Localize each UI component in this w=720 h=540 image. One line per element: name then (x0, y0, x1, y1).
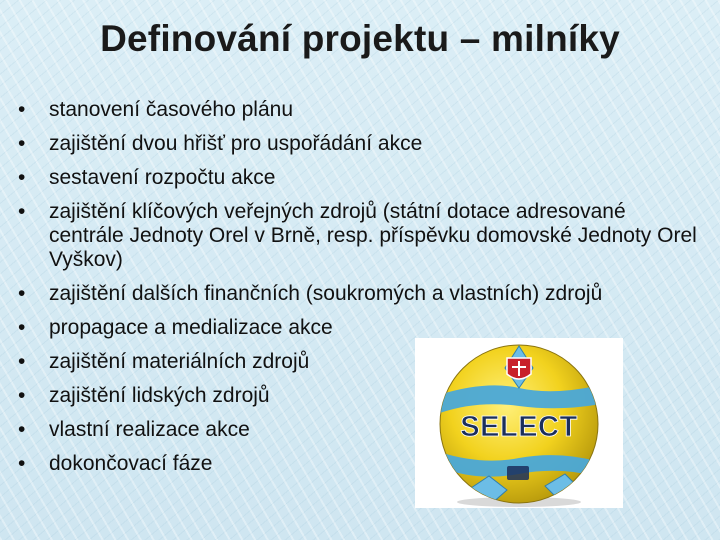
slide-title: Definování projektu – milníky (100, 18, 620, 59)
bullet-icon: • (18, 452, 26, 475)
bullet-icon: • (18, 98, 26, 121)
list-item-text: dokončovací fáze (49, 452, 213, 475)
list-item-text: zajištění dalších finančních (soukromých a vlastních) zdrojů (49, 282, 603, 305)
list-item (18, 282, 698, 306)
list-item-text: zajištění materiálních zdrojů (49, 350, 310, 373)
bullet-icon: • (18, 282, 26, 305)
list-item (18, 132, 698, 156)
list-item-text: stanovení časového plánu (49, 98, 294, 121)
bullet-icon: • (18, 350, 26, 373)
bullet-icon: • (18, 418, 26, 441)
list-item (18, 98, 698, 122)
list-item (18, 316, 698, 340)
list-item-text: sestavení rozpočtu akce (49, 166, 276, 189)
list-item-text: propagace a medializace akce (49, 316, 333, 339)
bullet-icon: • (18, 166, 26, 189)
soccer-ball-image (415, 338, 623, 508)
bullet-icon: • (18, 316, 26, 339)
bullet-icon: • (18, 132, 26, 155)
soccer-ball-icon (415, 338, 623, 508)
list-item (18, 166, 698, 190)
bullet-icon: • (18, 200, 26, 223)
list-item-text: zajištění dvou hřišť pro uspořádání akce (49, 132, 423, 155)
ball-logo-text: SELECT (460, 411, 578, 443)
list-item-text: zajištění klíčových veřejných zdrojů (státní dotace adresované centrále Jednoty Orel v Brně, resp. příspěvku domovské Jednoty Orel Vyškov) (49, 200, 697, 271)
list-item-text: vlastní realizace akce (49, 418, 250, 441)
list-item-text: zajištění lidských zdrojů (49, 384, 270, 407)
bullet-icon: • (18, 384, 26, 407)
list-item (18, 200, 698, 272)
